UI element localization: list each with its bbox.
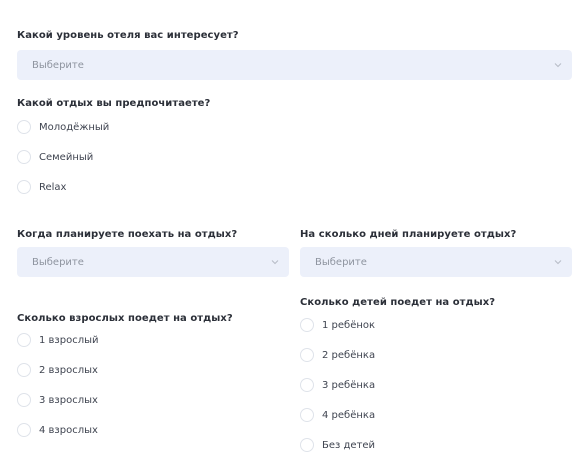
radio-option-label: 1 ребёнок [322,319,376,331]
chevron-down-icon [552,256,564,268]
hotel-level-label: Какой уровень отеля вас интересует? [17,30,239,41]
radio-option-children-2[interactable] [300,345,375,365]
radio-option-adults-4[interactable] [17,420,98,440]
radio-circle[interactable] [17,333,31,347]
radio-circle[interactable] [300,348,314,362]
travel-date-select[interactable] [17,247,289,277]
radio-option-label: 2 ребёнка [322,349,376,361]
radio-option-youth[interactable] [17,117,109,137]
radio-circle[interactable] [17,150,31,164]
radio-option-adults-2[interactable] [17,360,98,380]
chevron-down-icon [552,59,564,71]
radio-circle[interactable] [300,408,314,422]
vacation-type-label: Какой отдых вы предпочитаете? [17,98,211,109]
radio-option-label: Семейный [39,151,94,163]
travel-date-label: Когда планируете поехать на отдых? [17,229,238,240]
radio-option-children-1[interactable] [300,315,375,335]
radio-option-label: 4 взрослых [39,424,98,436]
radio-option-label: 4 ребёнка [322,409,376,421]
radio-circle[interactable] [17,393,31,407]
radio-option-label: 1 взрослый [39,334,99,346]
radio-option-family[interactable] [17,147,93,167]
chevron-down-icon [269,256,281,268]
hotel-level-select[interactable] [17,50,572,80]
radio-option-children-4[interactable] [300,405,375,425]
trip-days-label: На сколько дней планируете отдых? [300,229,517,240]
radio-option-adults-1[interactable] [17,330,99,350]
radio-option-no-children[interactable] [300,435,375,455]
radio-option-label: Молодёжный [39,121,110,133]
radio-option-relax[interactable] [17,177,66,197]
adults-count-label: Сколько взрослых поедет на отдых? [17,313,233,324]
radio-circle[interactable] [300,378,314,392]
children-count-label: Сколько детей поедет на отдых? [300,297,496,308]
radio-option-label: Relax [39,181,67,193]
radio-circle[interactable] [300,438,314,452]
radio-option-label: 3 ребёнка [322,379,376,391]
radio-option-adults-3[interactable] [17,390,98,410]
hotel-level-placeholder: Выберите [32,59,84,71]
radio-circle[interactable] [17,120,31,134]
trip-days-placeholder: Выберите [315,256,367,268]
radio-option-label: Без детей [322,439,376,451]
radio-option-label: 3 взрослых [39,394,98,406]
travel-date-placeholder: Выберите [32,256,84,268]
radio-circle[interactable] [17,180,31,194]
trip-days-select[interactable] [300,247,572,277]
radio-circle[interactable] [17,363,31,377]
radio-option-children-3[interactable] [300,375,375,395]
radio-option-label: 2 взрослых [39,364,98,376]
radio-circle[interactable] [300,318,314,332]
radio-circle[interactable] [17,423,31,437]
